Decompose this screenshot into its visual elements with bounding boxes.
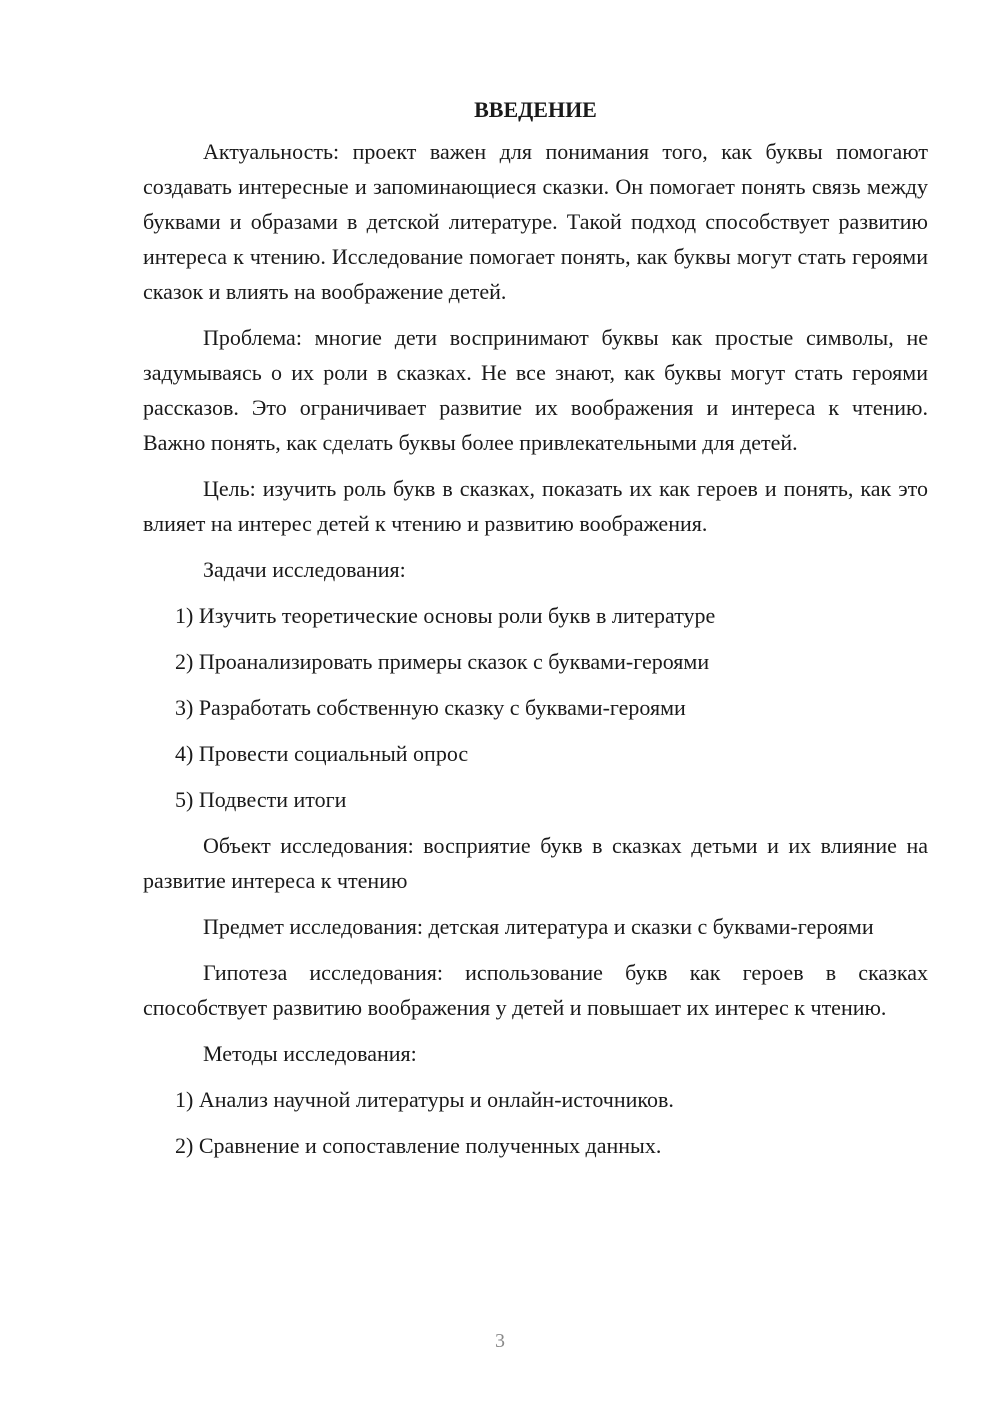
document-page (143, 92, 928, 1174)
list-item: 3) Разработать собственную сказку с буквами-героями (175, 695, 686, 720)
list-item: 2) Сравнение и сопоставление полученных данных. (175, 1133, 662, 1158)
list-item: 2) Проанализировать примеры сказок с буквами-героями (175, 649, 710, 674)
object-paragraph: Объект исследования: восприятие букв в сказках детьми и их влияние на развитие интереса к чтению (143, 833, 928, 893)
problem-paragraph: Проблема: многие дети воспринимают буквы как простые символы, не задумываясь о их роли в сказках. Не все знают, как буквы могут стать героями рассказов. Это ограничивает развитие их воображения и интереса к чтению. Важно понять, как сделать буквы более привлекательными для детей. (143, 325, 928, 455)
methods-heading: Методы исследования: (203, 1041, 417, 1066)
list-item: 1) Изучить теоретические основы роли букв в литературе (175, 603, 716, 628)
tasks-heading: Задачи исследования: (203, 557, 406, 582)
page-title: ВВЕДЕНИЕ (474, 97, 597, 122)
goal-paragraph: Цель: изучить роль букв в сказках, показать их как героев и понять, как это влияет на интерес детей к чтению и развитию воображения. (143, 476, 928, 536)
page-number: 3 (495, 1330, 505, 1352)
subject-paragraph: Предмет исследования: детская литература и сказки с буквами-героями (203, 914, 874, 939)
list-item: 4) Провести социальный опрос (175, 741, 469, 766)
tasks-list (143, 598, 928, 817)
list-item: 5) Подвести итоги (175, 787, 347, 812)
relevance-paragraph: Актуальность: проект важен для понимания того, как буквы помогают создавать интересные и запоминающиеся сказки. Он помогает понять связь между буквами и образами в детской литературе. Такой подход способствует развитию интереса к чтению. Исследование помогает понять, как буквы могут стать героями сказок и влиять на воображение детей. (143, 139, 928, 304)
methods-list (143, 1082, 928, 1163)
list-item: 1) Анализ научной литературы и онлайн-источников. (175, 1087, 674, 1112)
hypothesis-paragraph: Гипотеза исследования: использование букв как героев в сказках способствует развитию воображения у детей и повышает их интерес к чтению. (143, 960, 928, 1020)
